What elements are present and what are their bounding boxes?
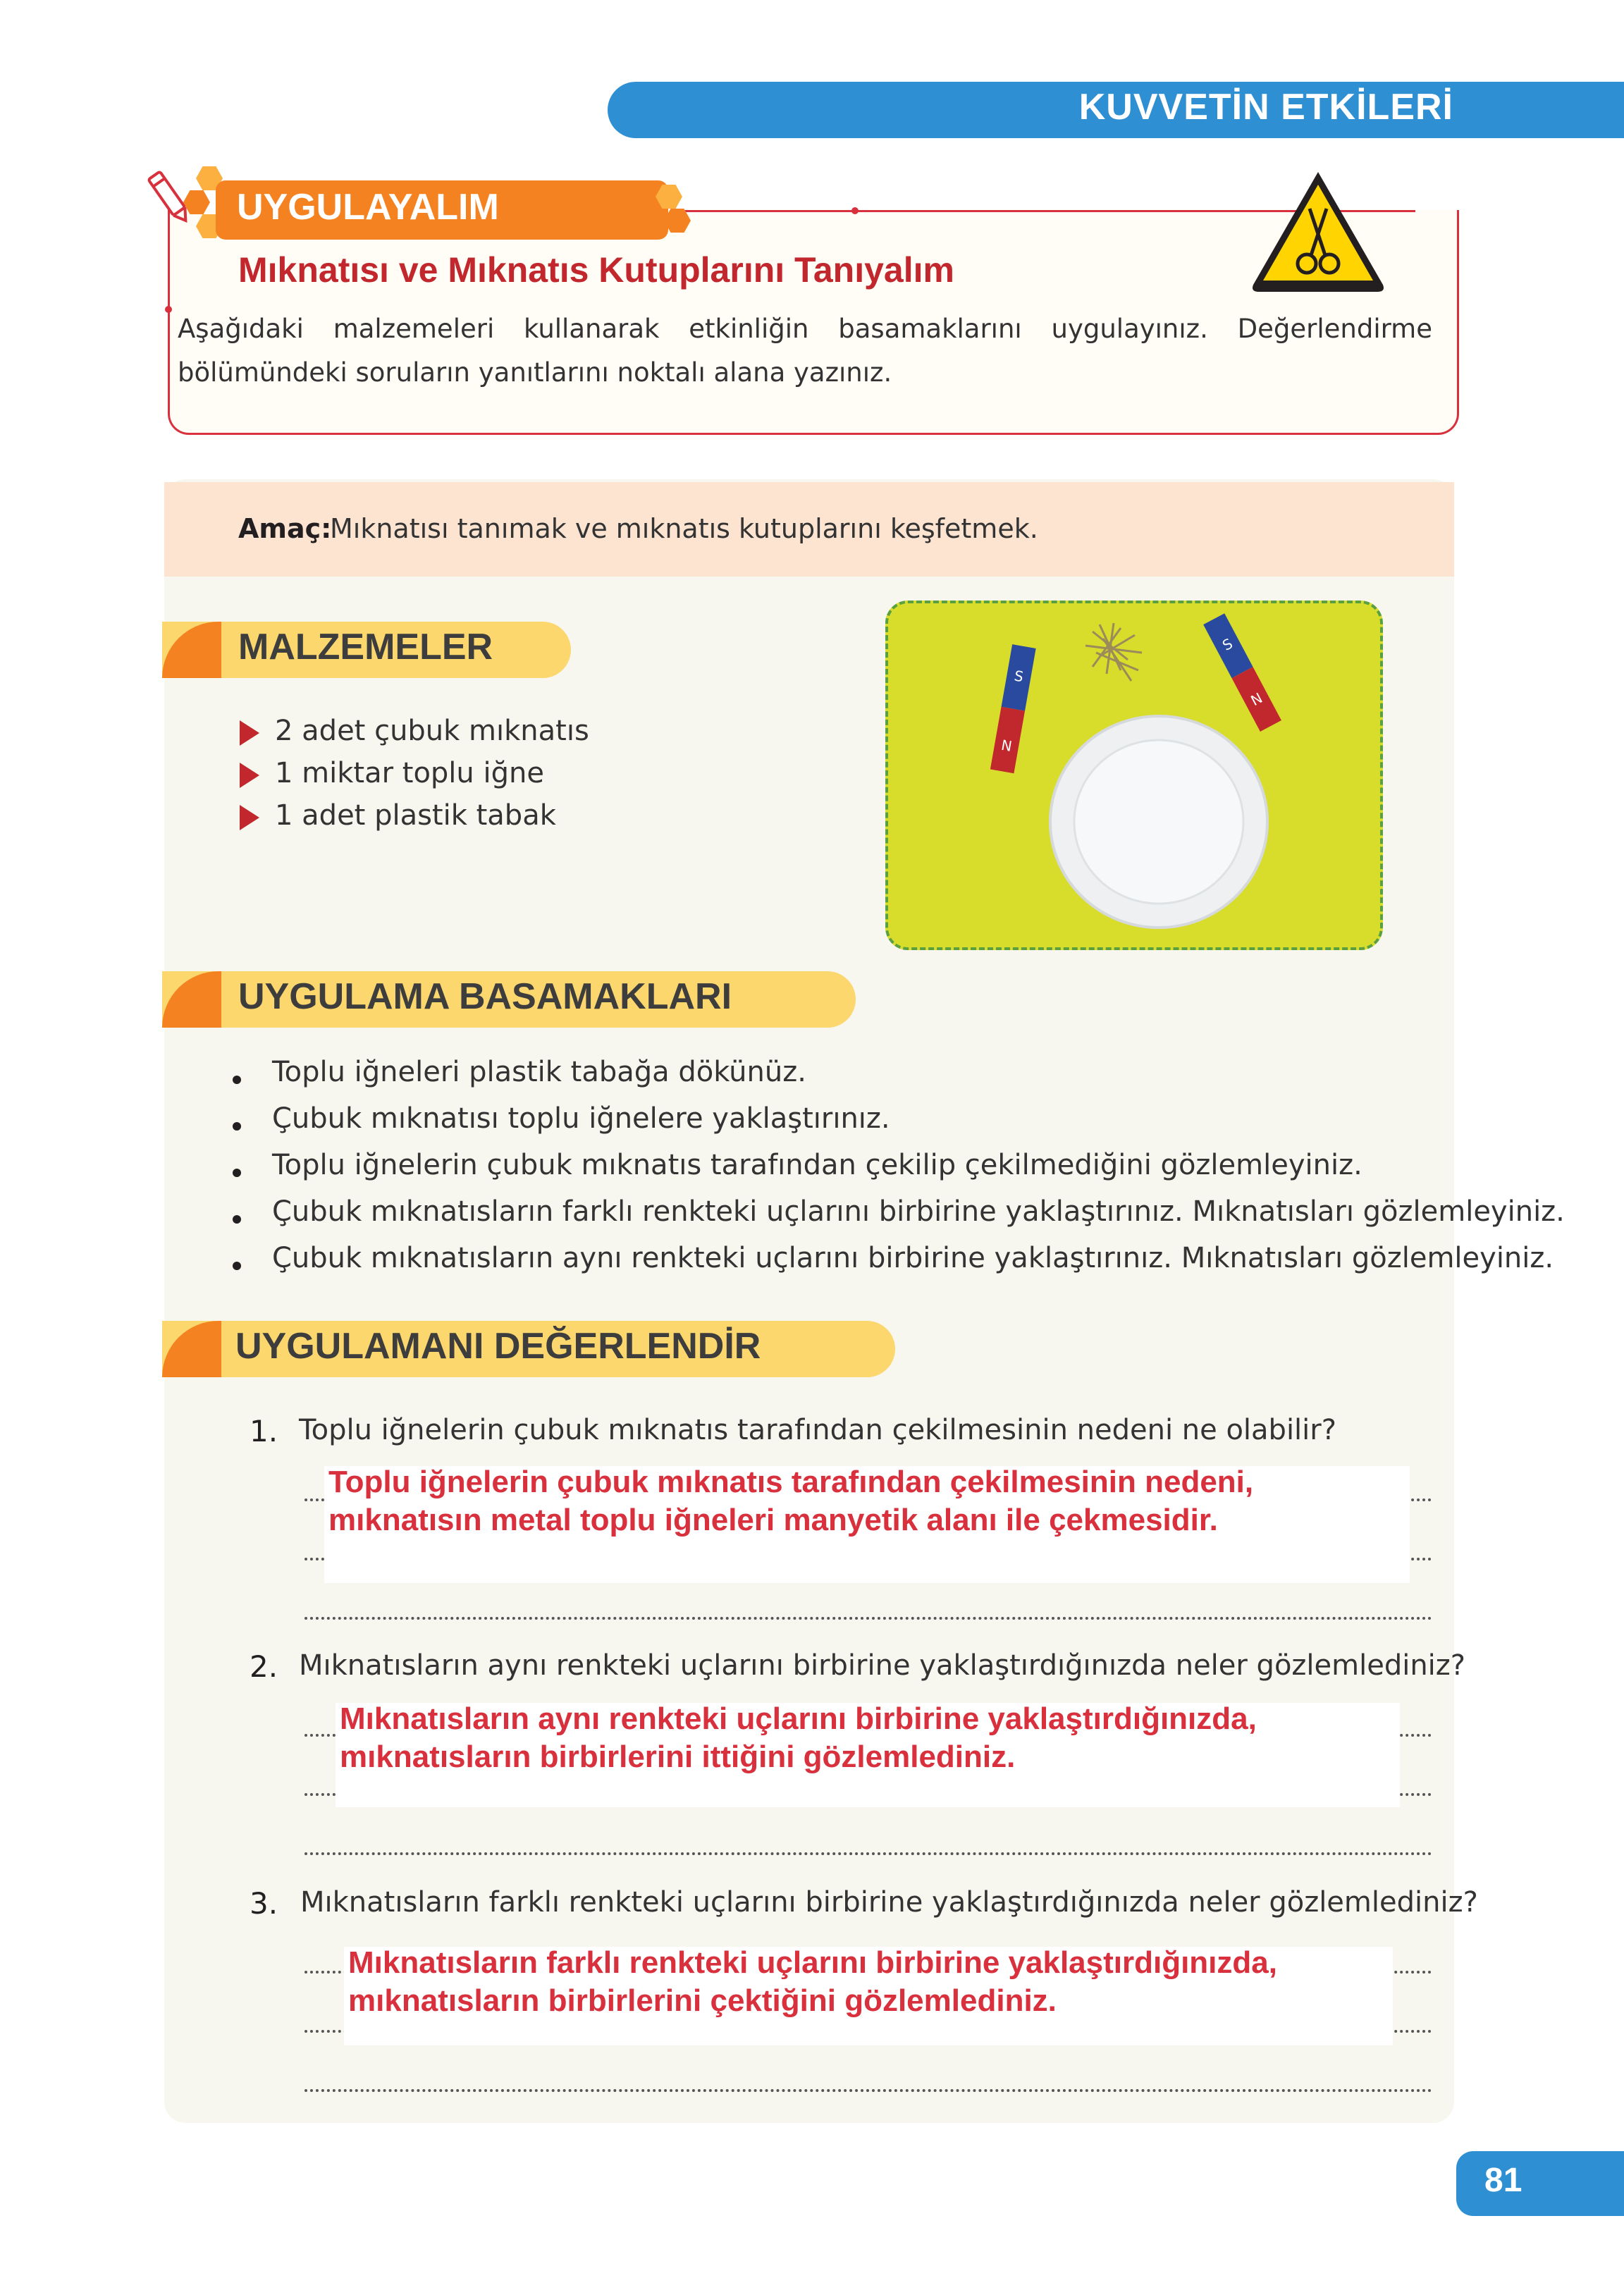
bullet-icon (233, 1169, 241, 1177)
answer-line-1: Mıknatısların farklı renkteki uçlarını birbirine yaklaştırdığınızda, (348, 1945, 1277, 1980)
material-item: 2 adet çubuk mıknatıs (275, 715, 589, 747)
bullet-icon (233, 1122, 241, 1131)
question-text: Mıknatısların aynı renkteki uçlarını birbirine yaklaştırdığınızda neler gözlemlediniz? (299, 1649, 1466, 1682)
svg-text:N: N (1248, 689, 1265, 710)
aim-text: Mıknatısı tanımak ve mıknatıs kutuplarını keşfetmek. (330, 513, 1038, 544)
svg-text:S: S (1219, 634, 1236, 654)
answer-line-1: Toplu iğnelerin çubuk mıknatıs tarafından çekilmesinin nedeni, (328, 1465, 1254, 1499)
answer-line-2: mıknatısın metal toplu iğneleri manyetik alanı ile çekmesidir. (328, 1503, 1218, 1537)
activity-title: Mıknatısı ve Mıknatıs Kutuplarını Tanıyalım (238, 250, 954, 290)
page-number-tab (1456, 2151, 1624, 2216)
answer-line (304, 1849, 1432, 1855)
triangle-bullet-icon (240, 720, 259, 746)
divider-dot (851, 207, 859, 214)
divider-dot (165, 306, 172, 313)
magnets-and-plate-illustration (888, 603, 1380, 947)
question-text: Mıknatısların farklı renkteki uçlarını birbirine yaklaştırdığınızda neler gözlemlediniz? (300, 1886, 1478, 1919)
step-item: Çubuk mıknatısı toplu iğnelere yaklaştırınız. (272, 1102, 890, 1135)
aim-label: Amaç: (238, 513, 332, 544)
svg-text:N: N (999, 736, 1014, 755)
step-item: Toplu iğneleri plastik tabağa dökünüz. (272, 1056, 806, 1088)
question-number: 3. (250, 1886, 278, 1921)
question-text: Toplu iğnelerin çubuk mıknatıs tarafından çekilmesinin nedeni ne olabilir? (299, 1414, 1336, 1446)
chapter-title: KUVVETİN ETKİLERİ (1078, 87, 1453, 128)
bar-magnet-left (990, 644, 1036, 773)
answer-line (304, 2086, 1432, 2092)
materials-photo (885, 601, 1383, 950)
material-item: 1 adet plastik tabak (275, 799, 556, 832)
bullet-icon (233, 1262, 241, 1270)
answer-line-2: mıknatısların birbirlerini çektiğini gözlemlediniz. (348, 1983, 1057, 2018)
svg-text:S: S (1013, 667, 1025, 686)
bullet-icon (233, 1215, 241, 1224)
pins (1085, 623, 1142, 681)
material-item: 1 miktar toplu iğne (275, 757, 544, 789)
step-item: Çubuk mıknatısların aynı renkteki uçlarını birbirine yaklaştırınız. Mıknatısları gözlemleyiniz. (272, 1242, 1554, 1274)
bullet-icon (233, 1076, 241, 1084)
step-item: Toplu iğnelerin çubuk mıknatıs tarafından çekilip çekilmediğini gözlemleyiniz. (272, 1149, 1362, 1181)
bar-magnet-right (1203, 613, 1281, 732)
answer-line-2: mıknatısların birbirlerini ittiğini gözlemlediniz. (340, 1740, 1016, 1774)
answer-line-1: Mıknatısların aynı renkteki uçlarını birbirine yaklaştırdığınızda, (340, 1701, 1257, 1736)
question-number: 1. (250, 1414, 278, 1448)
materials-heading: MALZEMELER (238, 627, 493, 667)
activity-tag-label: UYGULAYALIM (237, 187, 499, 228)
triangle-bullet-icon (240, 763, 259, 788)
answer-line (304, 1614, 1432, 1620)
steps-heading: UYGULAMA BASAMAKLARI (238, 976, 732, 1017)
question-number: 2. (250, 1649, 278, 1684)
intro-text: Aşağıdaki malzemeleri kullanarak etkinliğin basamaklarını uygulayınız. Değerlendirme bölümündeki soruların yanıtlarını noktalı alana yazınız. (178, 314, 1432, 388)
page-number: 81 (1484, 2162, 1522, 2199)
triangle-bullet-icon (240, 805, 259, 830)
evaluation-heading: UYGULAMANI DEĞERLENDİR (235, 1326, 761, 1367)
step-item: Çubuk mıknatısların farklı renkteki uçlarını birbirine yaklaştırınız. Mıknatısları gözlemleyiniz. (272, 1195, 1565, 1228)
scissors-warning-icon (1248, 166, 1389, 297)
